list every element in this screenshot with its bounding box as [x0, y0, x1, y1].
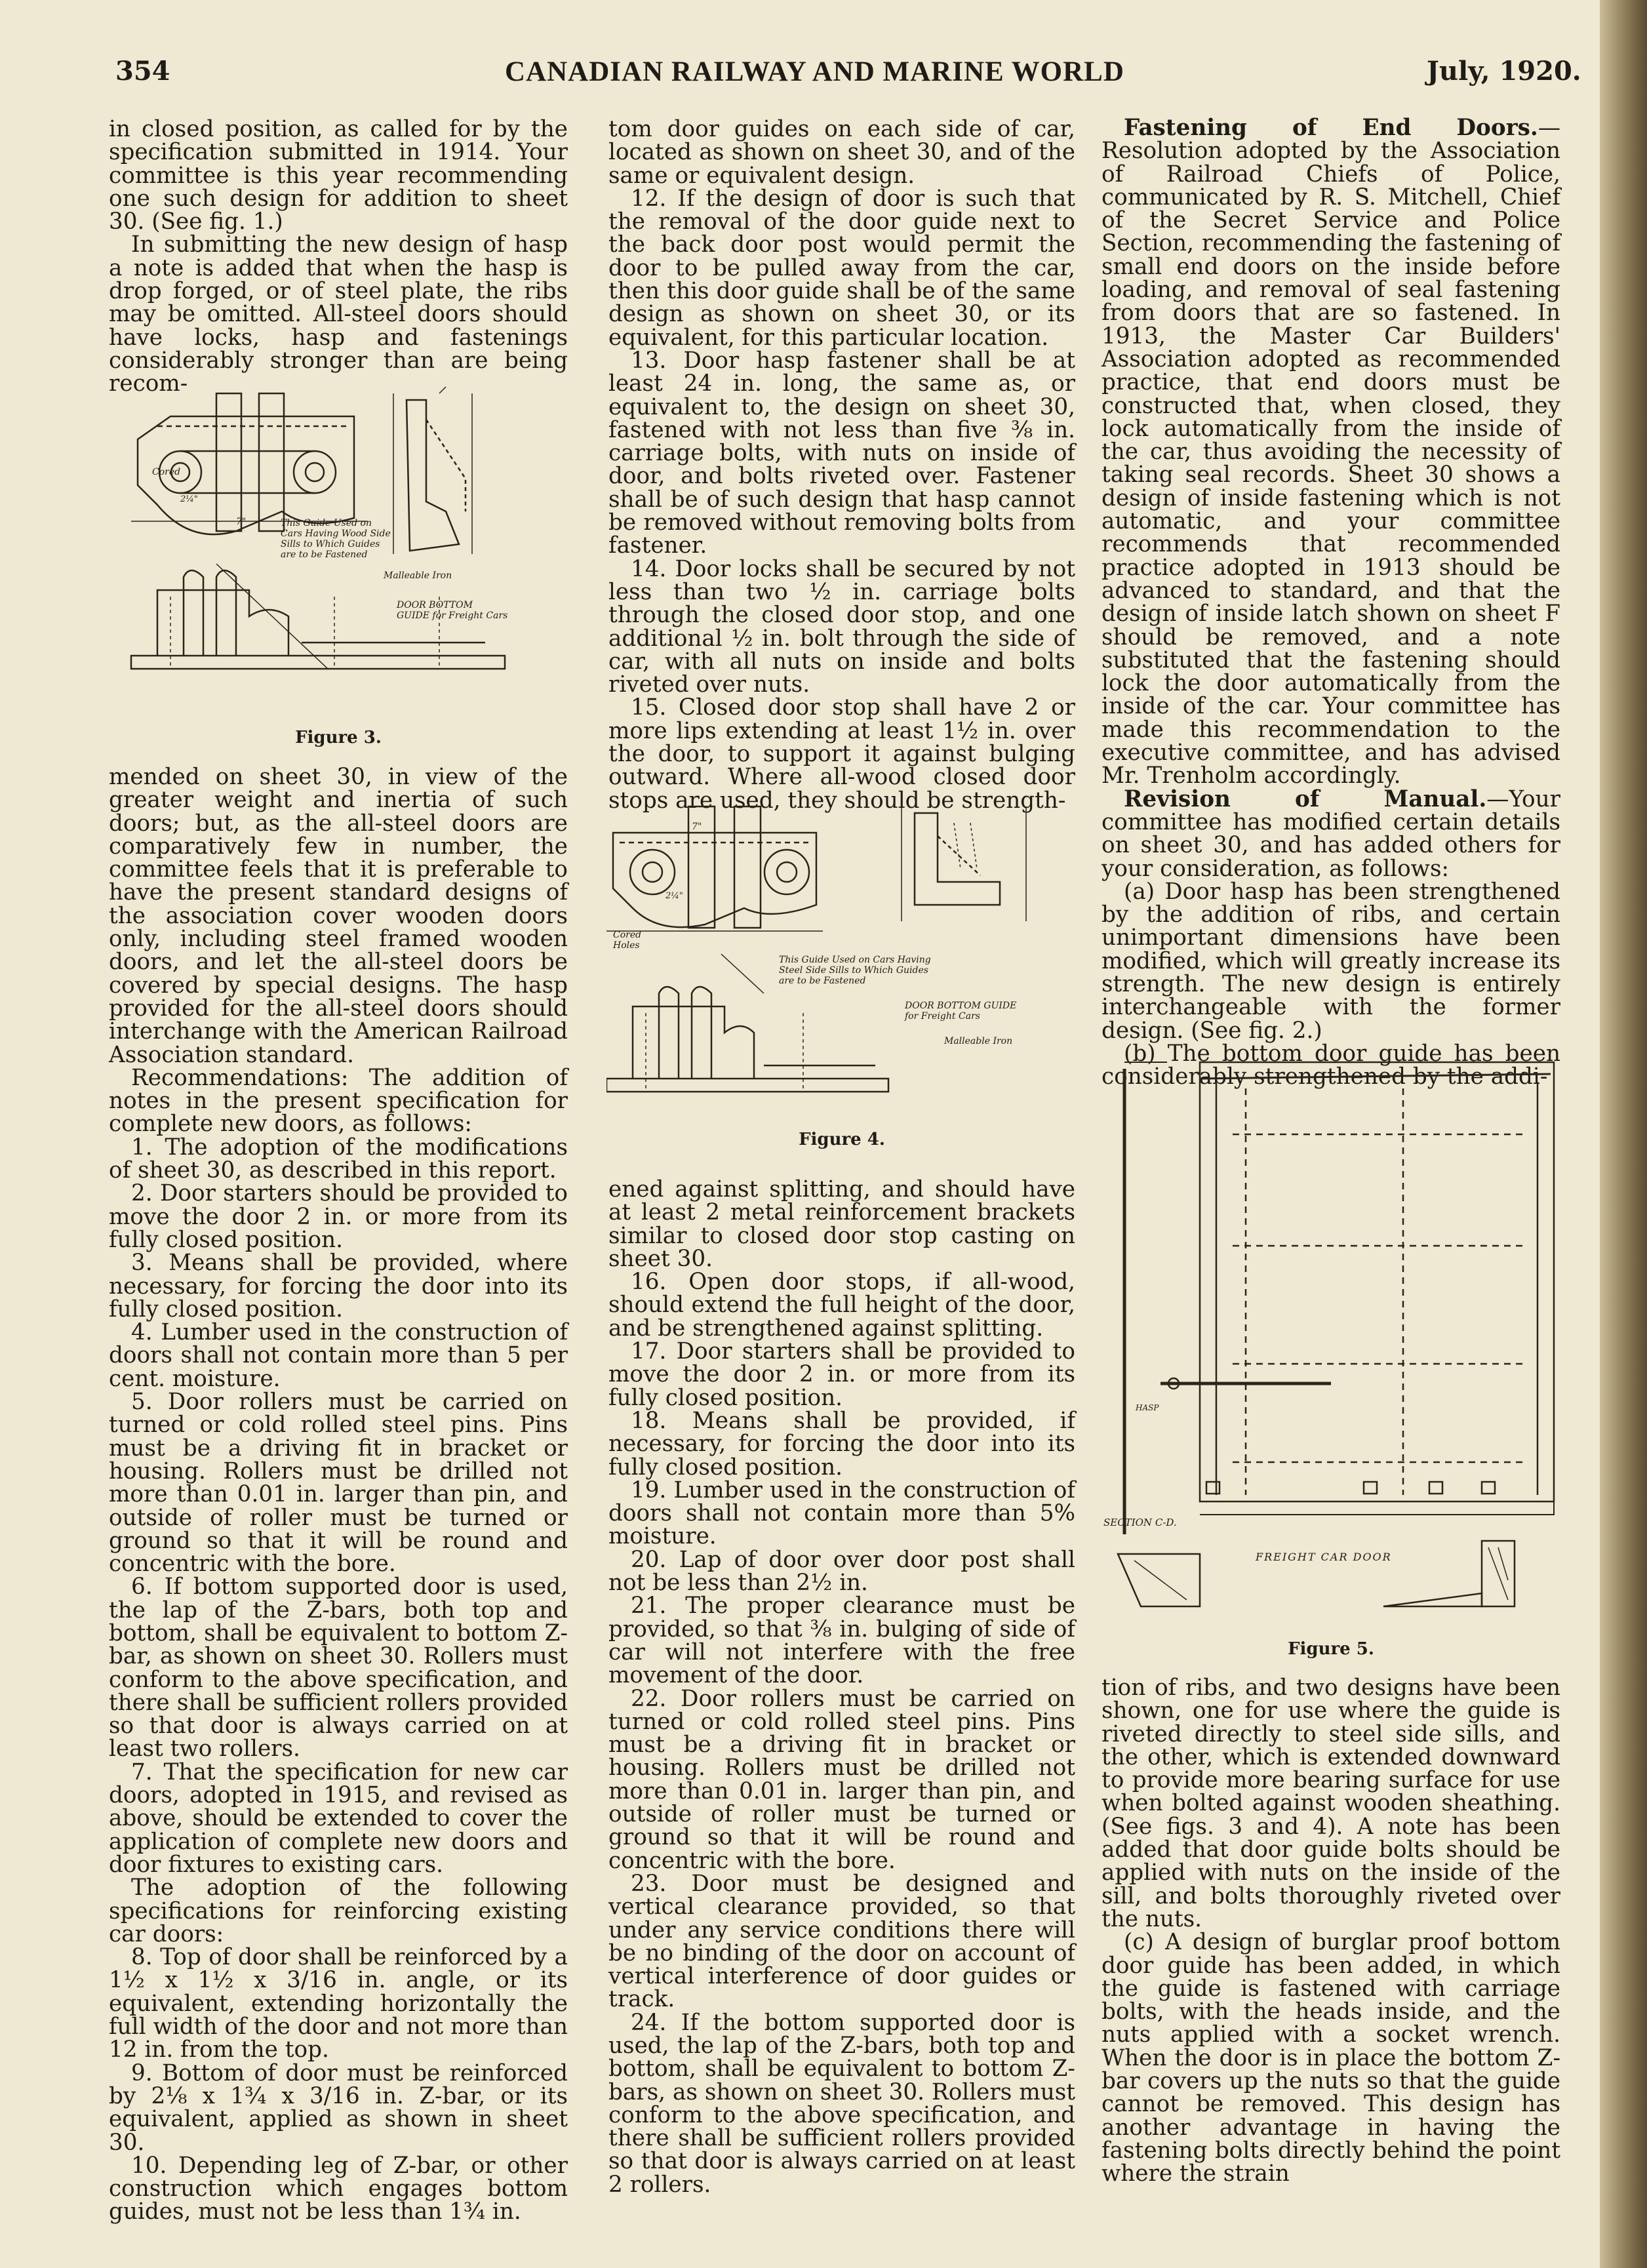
fig5-hasp: HASP	[1136, 1403, 1159, 1412]
paragraph: (b) The bottom door guide has been considerably strengthened by the addi-	[1101, 1040, 1560, 1090]
paragraph	[1101, 788, 1560, 881]
paragraph: 18. Means shall be provided, if necessary, for forcing the door into its fully closed position.	[608, 1407, 1075, 1481]
fig3-title: DOOR BOTTOM GUIDE for Freight Cars	[397, 600, 508, 621]
paragraph: (c) A design of burglar proof bottom door guide has been added, in which the guide is fastened with carriage bolts, with the heads inside, and the nuts applied with a socket wrench. When the door is in place the bottom Z-bar covers up the nuts so that the guide cannot be removed. This design has another advantage in having the fastening bolts directly behind the point where the strain	[1101, 1929, 1560, 2187]
paragraph-text: —Resolution adopted by the Association of Railroad Chiefs of Police, communicated by R. S. Mitchell, Chief of the Secret Service and Police Section, recommending the fastening of small end doors on the inside before loading, and removal of seal fastening from doors that are so fastened. In 1913, the Master Car Builders' Association adopted as recommended practice, that end doors must be constructed that, when closed, they lock automatically from the inside of the car, thus avoiding the necessity of taking seal records. Sheet 30 shows a design of inside fastening which is not automatic, and your committee recommends that recommended practice adopted in 1913 should be advanced to standard, and that the design of inside latch shown on sheet F should be removed, and a note substituted that the fastening should lock the door automatically from the inside of the car. Your committee has made this recommendation to the executive committee, and has advised Mr. Trenholm accordingly.	[1101, 115, 1560, 789]
paragraph: 15. Closed door stop shall have 2 or more lips extending at least 1½ in. over the door, to support it against bulging outward. Where all-wood closed door stops are used, they should be strength-	[608, 694, 1075, 814]
fig3-material: Malleable Iron	[384, 570, 452, 581]
fig3-cored-label: Cored	[152, 467, 181, 477]
paragraph: ened against splitting, and should have at least 2 metal reinforcement brackets similar to closed door stop casting on sheet 30.	[608, 1176, 1075, 1272]
column-2-top	[608, 118, 1075, 812]
figure-5-drawing	[1115, 1043, 1567, 1633]
guide-side-view	[393, 387, 472, 554]
paragraph: 1. The adoption of the modifications of sheet 30, as described in this report.	[109, 1134, 568, 1184]
paragraph: 16. Open door stops, if all-wood, should extend the full height of the door, and be strengthened against splitting.	[608, 1269, 1075, 1342]
column-1-bottom	[109, 766, 568, 2224]
paragraph: tion of ribs, and two designs have been shown, one for use where the guide is riveted directly to steel side sills, and the other, which is extended downward to provide more bearing surface for use when bolted against wooden sheathing. (See figs. 3 and 4). A note has been added that door guide bolts should be applied with nuts on the inside of the sill, and bolts thoroughly riveted over the nuts.	[1101, 1675, 1560, 1932]
paragraph	[1101, 117, 1560, 788]
paragraph: 9. Bottom of door must be reinforced by 2⅛ x 1¾ x 3/16 in. Z-bar, or its equivalent, applied as shown in sheet 30.	[109, 2059, 568, 2156]
svg-text:2¼": 2¼"	[180, 494, 198, 504]
figure-4-caption: Figure 4.	[799, 1130, 885, 1149]
paragraph: Recommendations: The addition of notes in the present specification for complete new doors, as follows:	[109, 1064, 568, 1138]
paragraph: 3. Means shall be provided, where necessary, for forcing the door into its fully closed position.	[109, 1250, 568, 1323]
paragraph: In submitting the new design of hasp a note is added that when the hasp is drop forged, or of steel plate, the ribs may be omitted. All-steel doors should have locks, hasp and fastenings considerably stronger than are being recom-	[109, 231, 568, 397]
svg-text:7": 7"	[236, 517, 247, 527]
figure-5-caption: Figure 5.	[1288, 1639, 1374, 1659]
paragraph: 4. Lumber used in the construction of doors shall not contain more than 5 per cent. moisture.	[109, 1319, 568, 1392]
paragraph: 8. Top of door shall be reinforced by a 1½ x 1½ x 3/16 in. angle, or its equivalent, extending horizontally the full width of the door and not more than 12 in. from the top.	[109, 1944, 568, 2063]
paragraph: 2. Door starters should be provided to move the door 2 in. or more from its fully closed position.	[109, 1180, 568, 1253]
paragraph: 10. Depending leg of Z-bar, or other construction which engages bottom guides, must not be less than 1¾ in.	[109, 2152, 568, 2225]
paragraph: The adoption of the following specifications for reinforcing existing car doors:	[109, 1875, 568, 1947]
guide-plan-view	[606, 806, 823, 931]
paragraph: 5. Door rollers must be carried on turned or cold rolled steel pins. Pins must be a driving fit in bracket or housing. Rollers must be drilled not more than 0.01 in. larger than pin, and outside of roller must be turned or ground so that it will be round and concentric with the bore.	[109, 1389, 568, 1578]
paragraph: 22. Door rollers must be carried on turned or cold rolled steel pins. Pins must be a driving fit in bracket or housing. Rollers must be drilled not more than 0.01 in. larger than pin, and outside of roller must be turned or ground so that it will be round and concentric with the bore.	[608, 1685, 1075, 1874]
figure-3-caption: Figure 3.	[295, 728, 382, 747]
fig3-note: This Guide Used on Cars Having Wood Side Sills to Which Guides are to be Fastened	[281, 518, 391, 560]
column-2-bottom	[608, 1178, 1075, 2197]
paragraph-text: —Your committee has modified certain details on sheet 30, and has added others for your consideration, as follows:	[1101, 786, 1560, 882]
paragraph: 13. Door hasp fastener shall be at least 24 in. long, the same as, or equivalent to, the design on sheet 30, fastened with not less than five ⅜ in. carriage bolts, with nuts on inside of door, and bolts riveted over. Fastener shall be of such design that hasp cannot be removed without removing bolts from fastener.	[608, 347, 1075, 559]
svg-text:7": 7"	[692, 822, 702, 832]
paragraph: 14. Door locks shall be secured by not less than two ½ in. carriage bolts through the closed door stop, and one additional ½ in. bolt through the side of car, with all nuts on inside and bolts riveted over nuts.	[608, 555, 1075, 698]
paragraph: (a) Door hasp has been strengthened by the addition of ribs, and certain unimportant dimensions have been modified, which will greatly increase its strength. The new design is entirely interchangeable with the former design. (See fig. 2.)	[1101, 878, 1560, 1044]
book-spine	[1600, 0, 1647, 2268]
issue-date: July, 1920.	[1427, 56, 1581, 87]
paragraph: in closed position, as called for by the specification submitted in 1914. Your committee is this year recommending one such design for addition to sheet 30. (See fig. 1.)	[109, 116, 568, 235]
paragraph: 23. Door must be designed and vertical clearance provided, so that under any service conditions there will be no binding of the door on account of vertical interference of door guides or track.	[608, 1870, 1075, 2013]
paragraph: 17. Door starters shall be provided to move the door 2 in. or more from its fully closed position.	[608, 1338, 1075, 1411]
journal-title: CANADIAN RAILWAY AND MARINE WORLD	[505, 56, 1124, 87]
page-number: 354	[115, 56, 170, 87]
svg-text:2¼": 2¼"	[665, 891, 683, 901]
column-3-top	[1101, 117, 1560, 1088]
column-3-bottom	[1101, 1677, 1560, 2186]
fig4-title: DOOR BOTTOM GUIDE for Freight Cars	[905, 1001, 1017, 1022]
section-heading: Fastening of End Doors.	[1124, 115, 1538, 141]
section-heading: Revision of Manual.	[1124, 786, 1487, 812]
paragraph: 21. The proper clearance must be provided, so that ⅜ in. bulging of side of car will not interfere with the free movement of the door.	[608, 1593, 1075, 1689]
spacer	[47, 122, 48, 123]
door-elevation	[1124, 1062, 1554, 1534]
column-1-top	[109, 118, 568, 396]
paragraph: 20. Lap of door over door post shall not be less than 2½ in.	[608, 1546, 1075, 1597]
paragraph: 19. Lumber used in the construction of doors shall not contain more than 5% moisture.	[608, 1477, 1075, 1550]
guide-plan-view	[131, 393, 367, 534]
paragraph: 24. If the bottom supported door is used, the lap of the Z-bars, both top and bottom, shall be equivalent to bottom Z-bars, as shown on sheet 30. Rollers must conform to the above specification, and there shall be sufficient rollers provided so that door is always carried on at least 2 rollers.	[608, 2009, 1075, 2198]
fig4-cored-label: Cored Holes	[613, 930, 642, 951]
guide-side-view	[902, 806, 1026, 921]
fig4-material: Malleable Iron	[944, 1036, 1013, 1046]
paragraph: 6. If bottom supported door is used, the lap of the Z-bars, both top and bottom, shall be equivalent to bottom Z-bar, as shown on sheet 30. Rollers must conform to the above specification, and there shall be sufficient rollers provided so that door is always carried on at least two rollers.	[109, 1574, 568, 1762]
fig4-note: This Guide Used on Cars Having Steel Side Sills to Which Guides are to be Fastened	[779, 955, 931, 986]
paragraph: 7. That the specification for new car doors, adopted in 1915, and revised as above, should be extended to cover the application of complete new doors and door fixtures to existing cars.	[109, 1759, 568, 1878]
paragraph: tom door guides on each side of car, located as shown on sheet 30, and of the same or equivalent design.	[608, 116, 1075, 189]
fig5-section: SECTION C-D.	[1103, 1517, 1177, 1528]
paragraph: 12. If the design of door is such that the removal of the door guide next to the back door post would permit the door to be pulled away from the car, then this door guide shall be of the same design as shown on sheet 30, or its equivalent, for this particular location.	[608, 185, 1075, 351]
paragraph: mended on sheet 30, in view of the greater weight and inertia of such doors; but, as the all-steel doors are comparatively few in number, the committee feels that it is preferable to have the present standard designs of the association cover wooden doors only, including steel framed wooden doors, and let the all-steel doors be covered by special designs. The hasp provided for the all-steel doors should interchange with the American Railroad Association standard.	[109, 764, 568, 1068]
fig5-title: FREIGHT CAR DOOR	[1256, 1551, 1392, 1563]
figure-4-drawing	[606, 797, 1072, 1105]
